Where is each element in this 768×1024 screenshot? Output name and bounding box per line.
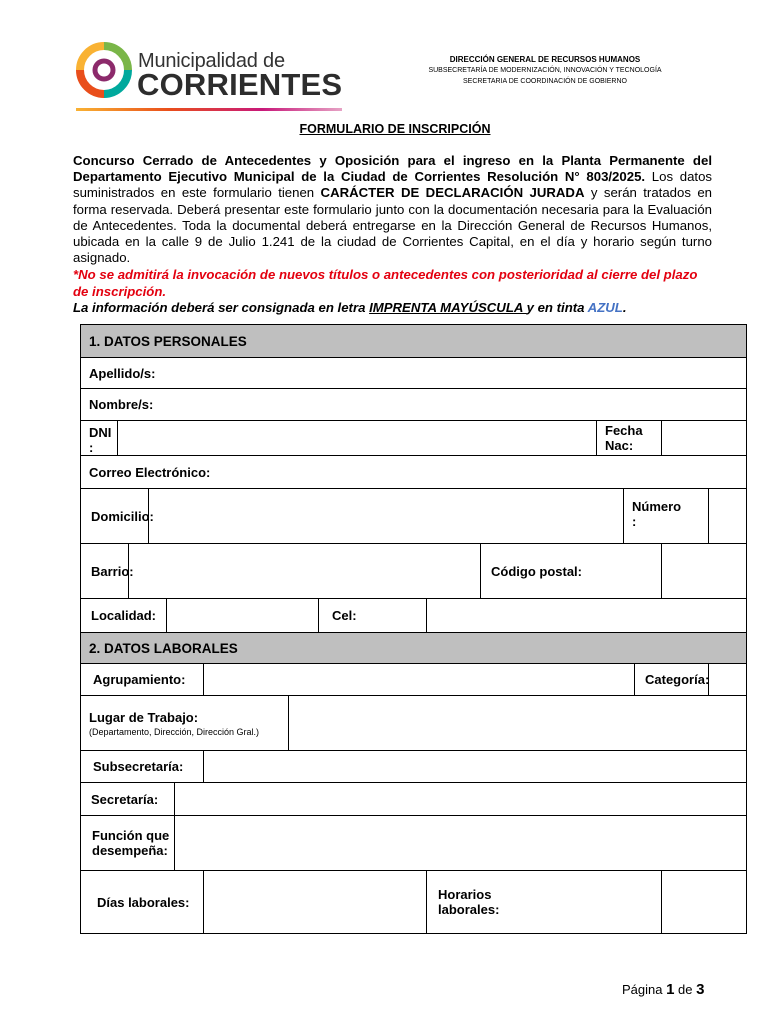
dias-laborales-input[interactable] <box>204 871 427 934</box>
intro-bold: Concurso Cerrado de Antecedentes y Oposición para el ingreso en la Planta Permanente del Departamento Ejecutivo Municipal de la Ciudad de Corrientes Resolución N° 803/2025. <box>73 153 712 185</box>
note-middle: y en tinta <box>526 299 588 315</box>
logo-text-big: CORRIENTES <box>137 67 343 102</box>
intro-declaracion: CARÁCTER DE DECLARACIÓN JURADA <box>320 185 585 201</box>
inscription-form <box>80 324 747 934</box>
logo-color-bar <box>76 108 342 111</box>
codigo-postal-input[interactable] <box>662 544 747 599</box>
warning-text: *No se admitirá la invocación de nuevos títulos o antecedentes con posterioridad al cierre del plazo de inscripción. <box>73 267 698 299</box>
header-secretaria: SECRETARIA DE COORDINACIÓN DE GOBIERNO <box>462 78 627 85</box>
barrio-input[interactable] <box>129 544 481 599</box>
numero-label-text: Número <box>632 499 682 514</box>
numero-input[interactable] <box>709 489 747 544</box>
note-prefix: La información deberá ser consignada en letra <box>73 299 370 315</box>
funcion-input[interactable] <box>175 816 747 871</box>
horarios-text-1: Horarios <box>438 887 492 902</box>
lugar-trabajo-text: Lugar de Trabajo: <box>89 709 199 725</box>
logo-text-small: Municipalidad de <box>138 50 285 72</box>
agrupamiento-label: Agrupamiento: <box>81 664 204 696</box>
page-number <box>622 981 704 998</box>
header-institution <box>404 54 686 87</box>
funcion-label <box>81 816 175 871</box>
cel-label: Cel: <box>319 599 427 633</box>
form-title: FORMULARIO DE INSCRIPCIÓN <box>299 122 491 136</box>
categoria-label: Categoría: <box>635 664 709 696</box>
fecha-nac-input[interactable] <box>662 421 747 456</box>
nombre-field[interactable]: Nombre/s: <box>81 389 747 421</box>
domicilio-label: Domicilio: <box>81 489 149 544</box>
dni-label-text: DNI <box>89 425 112 440</box>
intro-paragraph <box>73 153 712 266</box>
numero-label-colon: : <box>632 514 637 529</box>
dni-label <box>81 421 118 456</box>
secretaria-label: Secretaría: <box>81 783 175 816</box>
fecha-label-text: Fecha <box>605 423 643 438</box>
header-direccion: DIRECCIÓN GENERAL DE RECURSOS HUMANOS <box>449 55 641 64</box>
dni-label-colon: : <box>89 440 94 455</box>
secretaria-input[interactable] <box>175 783 747 816</box>
localidad-label: Localidad: <box>81 599 167 633</box>
intro-text <box>73 153 712 316</box>
barrio-label: Barrio: <box>81 544 129 599</box>
footer-pagina: Página <box>622 982 667 997</box>
apellido-field[interactable]: Apellido/s: <box>81 358 747 389</box>
horarios-input[interactable] <box>662 871 747 934</box>
intro-text-2: y serán tratados en forma reservada. Deberá presentar este formulario junto con la documentación necesaria para la Evaluación de Antecedentes. Toda la documental deberá entregarse en la Dirección General de Recursos Humanos, ubicada en la calle 9 de Julio 1.241 de la ciudad de Corrientes Capital, en el día y horario según turno asignado. <box>73 185 712 266</box>
funcion-text-2: desempeña: <box>92 843 168 858</box>
agrupamiento-input[interactable] <box>204 664 635 696</box>
lugar-trabajo-input[interactable] <box>289 696 747 751</box>
codigo-postal-label: Código postal: <box>481 544 662 599</box>
intro-text-1: Los datos suministrados en este formulario tienen <box>73 169 712 201</box>
dias-laborales-label: Días laborales: <box>81 871 204 934</box>
correo-field[interactable]: Correo Electrónico: <box>81 456 747 489</box>
section-datos-personales: 1. DATOS PERSONALES <box>81 325 747 358</box>
categoria-input[interactable] <box>709 664 747 696</box>
note-imprenta: IMPRENTA MAYÚSCULA <box>369 299 527 315</box>
domicilio-input[interactable] <box>149 489 624 544</box>
section-datos-laborales: 2. DATOS LABORALES <box>81 633 747 664</box>
horarios-text-2: laborales: <box>438 902 500 917</box>
horarios-label <box>427 871 662 934</box>
footer-current: 1 <box>666 981 675 998</box>
localidad-input[interactable] <box>167 599 319 633</box>
footer-de: de <box>674 982 697 997</box>
subsecretaria-input[interactable] <box>204 751 747 783</box>
note-end: . <box>622 299 627 315</box>
dni-input[interactable] <box>118 421 597 456</box>
footer-total: 3 <box>696 981 705 998</box>
municipal-logo <box>76 40 346 112</box>
note-azul: AZUL <box>587 299 623 315</box>
logo-ring-icon <box>76 42 132 98</box>
funcion-text-1: Función que <box>92 828 170 843</box>
numero-label <box>624 489 709 544</box>
lugar-trabajo-hint: (Departamento, Dirección, Dirección Gral.) <box>89 726 260 737</box>
nac-label-text: Nac: <box>605 438 634 453</box>
fecha-nac-label <box>597 421 662 456</box>
cel-input[interactable] <box>427 599 747 633</box>
ink-note <box>73 300 712 316</box>
lugar-trabajo-label <box>81 696 289 751</box>
header-subsecretaria: SUBSECRETARÍA DE MODERNIZACIÓN, INNOVACIÓN Y TECNOLOGÍA <box>428 67 662 74</box>
subsecretaria-label: Subsecretaría: <box>81 751 204 783</box>
